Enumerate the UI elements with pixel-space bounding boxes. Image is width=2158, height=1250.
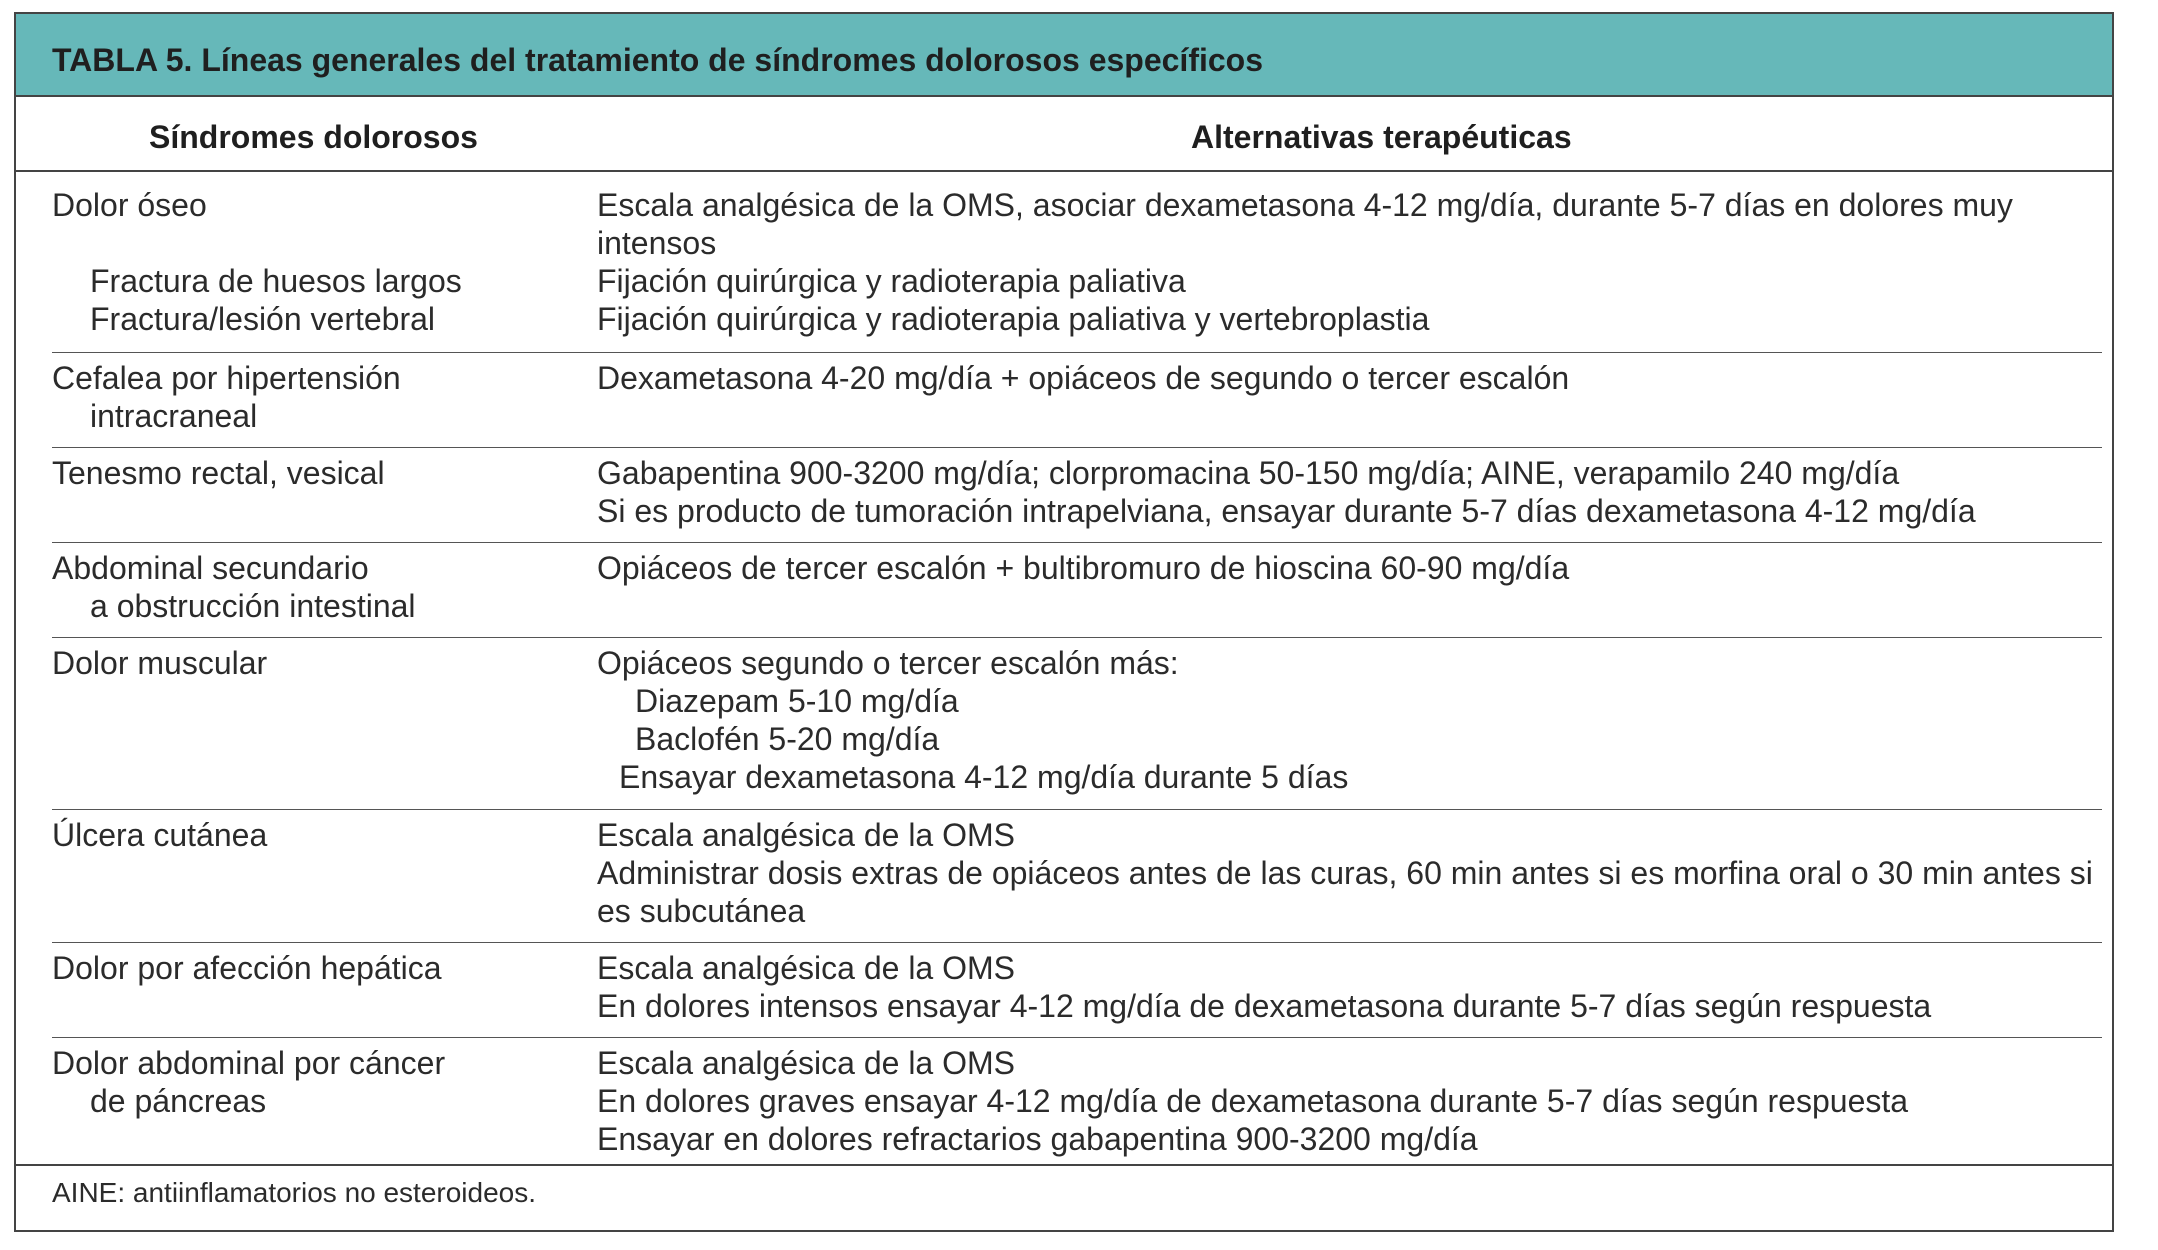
therapy-cell <box>597 549 2097 587</box>
therapy-cell <box>597 644 2097 796</box>
syndrome-cell <box>52 454 572 492</box>
syndrome-line: intracraneal <box>90 398 258 434</box>
table-title: TABLA 5. Líneas generales del tratamiento de síndromes dolorosos específicos <box>52 42 1263 78</box>
therapy-line: Si es producto de tumoración intrapelviana, ensayar durante 5-7 días dexametasona 4-12 mg/día <box>597 493 1976 529</box>
table-row <box>52 816 2102 936</box>
therapy-cell <box>597 359 2097 397</box>
syndrome-line: Úlcera cutánea <box>52 817 268 853</box>
therapy-line: Ensayar en dolores refractarios gabapentina 900-3200 mg/día <box>597 1121 1478 1157</box>
therapy-cell <box>597 186 2097 338</box>
syndrome-line: Dolor por afección hepática <box>52 950 442 986</box>
therapy-cell <box>597 949 2097 1025</box>
therapy-line: Opiáceos segundo o tercer escalón más: <box>597 645 1179 681</box>
table-row <box>52 1044 2102 1164</box>
syndrome-cell <box>52 644 572 682</box>
therapy-line: En dolores graves ensayar 4-12 mg/día de dexametasona durante 5-7 días según respuesta <box>597 1083 1909 1119</box>
syndrome-line: a obstrucción intestinal <box>90 588 416 624</box>
therapy-line: Escala analgésica de la OMS <box>597 950 1015 986</box>
therapy-line: Ensayar dexametasona 4-12 mg/día durante 5 días <box>619 759 1349 795</box>
table-footnote: AINE: antiinflamatorios no esteroideos. <box>52 1177 537 1208</box>
therapy-line: Fijación quirúrgica y radioterapia paliativa y vertebroplastia <box>597 301 1430 337</box>
table-row <box>52 359 2102 439</box>
table-row <box>52 186 2102 346</box>
row-divider <box>52 542 2102 543</box>
row-divider <box>52 352 2102 353</box>
table-row <box>52 644 2102 804</box>
table-row <box>52 949 2102 1029</box>
syndrome-line: Cefalea por hipertensión <box>52 360 401 396</box>
therapy-line: Dexametasona 4-20 mg/día + opiáceos de segundo o tercer escalón <box>597 360 1570 396</box>
row-divider <box>52 637 2102 638</box>
footer-divider <box>16 1164 2112 1166</box>
therapy-line: Administrar dosis extras de opiáceos antes de las curas, 60 min antes si es morfina oral o 30 min antes si <box>597 855 2093 891</box>
syndrome-line: Dolor muscular <box>52 645 268 681</box>
syndrome-cell <box>52 949 572 987</box>
therapy-subline: Baclofén 5-20 mg/día <box>635 721 940 757</box>
column-header-syndromes: Síndromes dolorosos <box>149 119 478 155</box>
syndrome-line: de páncreas <box>90 1083 267 1119</box>
table-row <box>52 454 2102 534</box>
therapy-cell <box>597 1044 2097 1158</box>
table-title-bar <box>16 14 2112 97</box>
table-row <box>52 549 2102 629</box>
therapy-line: Escala analgésica de la OMS <box>597 817 1015 853</box>
syndrome-cell <box>52 549 572 625</box>
row-divider <box>52 809 2102 810</box>
therapy-line: Escala analgésica de la OMS <box>597 1045 1015 1081</box>
syndrome-line: Tenesmo rectal, vesical <box>52 455 385 491</box>
column-header-therapies: Alternativas terapéuticas <box>1191 119 1572 155</box>
row-divider <box>52 1037 2102 1038</box>
syndrome-cell <box>52 186 572 338</box>
therapy-line: Opiáceos de tercer escalón + bultibromuro de hioscina 60-90 mg/día <box>597 550 1570 586</box>
therapy-line: Fijación quirúrgica y radioterapia paliativa <box>597 263 1186 299</box>
syndrome-line: Dolor óseo <box>52 187 207 223</box>
therapy-cell <box>597 454 2097 530</box>
therapy-line: es subcutánea <box>597 893 806 929</box>
table <box>14 12 2114 1232</box>
therapy-line: Escala analgésica de la OMS, asociar dexametasona 4-12 mg/día, durante 5-7 días en dolores muy <box>597 187 2013 223</box>
therapy-line: Gabapentina 900-3200 mg/día; clorpromacina 50-150 mg/día; AINE, verapamilo 240 mg/día <box>597 455 1900 491</box>
therapy-cell <box>597 816 2097 930</box>
syndrome-line: Abdominal secundario <box>52 550 369 586</box>
row-divider <box>52 942 2102 943</box>
table-header-row <box>16 97 2112 172</box>
therapy-line: En dolores intensos ensayar 4-12 mg/día de dexametasona durante 5-7 días según respuesta <box>597 988 1932 1024</box>
therapy-subline: Diazepam 5-10 mg/día <box>635 683 959 719</box>
syndrome-cell <box>52 816 572 854</box>
syndrome-line: Dolor abdominal por cáncer <box>52 1045 446 1081</box>
syndrome-subline: Fractura/lesión vertebral <box>90 301 436 337</box>
syndrome-cell <box>52 359 572 435</box>
row-divider <box>52 447 2102 448</box>
syndrome-cell <box>52 1044 572 1120</box>
therapy-line: intensos <box>597 225 717 261</box>
syndrome-subline: Fractura de huesos largos <box>90 263 462 299</box>
